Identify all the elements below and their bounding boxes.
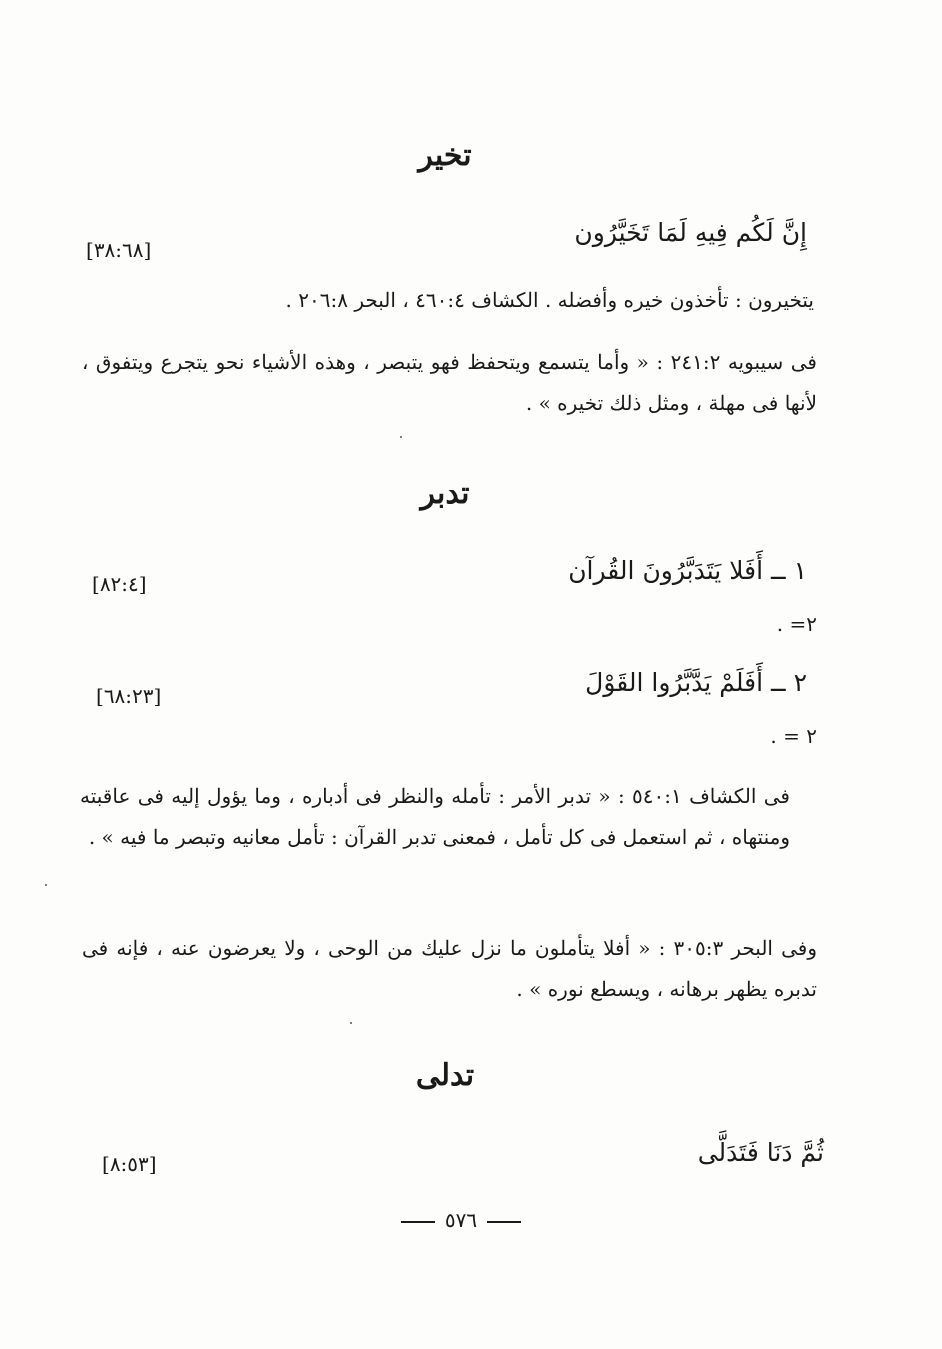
verse-quote: إِنَّ لَكُم فِيهِ لَمَا تَخَيَّرُون [574, 218, 807, 247]
page-number-dash [487, 1221, 521, 1223]
gloss-line: يتخيرون : تأخذون خيره وأفضله . الكشاف ٤٦٠:٤ ، البحر ٢٠٦:٨ . [285, 288, 814, 312]
commentary-paragraph: فى الكشاف ٥٤٠:١ : « تدبر الأمر : تأمله والنظر فى أدباره ، وما يؤول إليه فى عاقبته ومنتهاه ، ثم استعمل فى كل تأمل ، فمعنى تدبر القرآن : تأمل معانيه وتبصر ما فيه » . [80, 784, 790, 849]
verse-quote: ١ ــ أَفَلا يَتَدَبَّرُونَ القُرآن [568, 556, 807, 585]
cross-reference-note: ٢ = . [770, 724, 817, 748]
page-number [0, 1208, 922, 1232]
verse-reference: [٦٨:٢٣] [96, 684, 162, 708]
section-heading-tadabbur: تدبر [420, 476, 470, 511]
scan-speck [45, 884, 47, 886]
cross-reference-note: ٢= . [776, 612, 817, 636]
commentary-paragraph: فى سيبويه ٢٤١:٢ : « وأما يتسمع ويتحفظ فهو يتبصر ، وهذه الأشياء نحو يتجرع ويتفوق ، لأنها فى مهلة ، ومثل ذلك تخيره » . [82, 350, 817, 415]
page-number-dash [401, 1221, 435, 1223]
page-number-value: ٥٧٦ [444, 1208, 478, 1232]
verse-reference: [٨:٥٣] [102, 1152, 157, 1176]
verse-quote: ثُمَّ دَنَا فَتَدَلَّى [697, 1138, 824, 1167]
commentary-paragraph: وفى البحر ٣٠٥:٣ : « أفلا يتأملون ما نزل عليك من الوحى ، ولا يعرضون عنه ، فإنه فى تدبره يظهر برهانه ، ويسطع نوره » . [82, 936, 818, 1001]
verse-reference: [٣٨:٦٨] [86, 238, 152, 262]
verse-reference: [٨٢:٤] [92, 572, 147, 596]
scan-speck [400, 436, 402, 438]
scan-speck [350, 1022, 352, 1024]
section-heading-tadalla: تدلى [415, 1058, 475, 1093]
section-heading-takhayyar: تخير [418, 138, 472, 173]
verse-quote: ٢ ــ أَفَلَمْ يَدَّبَّرُوا القَوْلَ [585, 668, 807, 697]
